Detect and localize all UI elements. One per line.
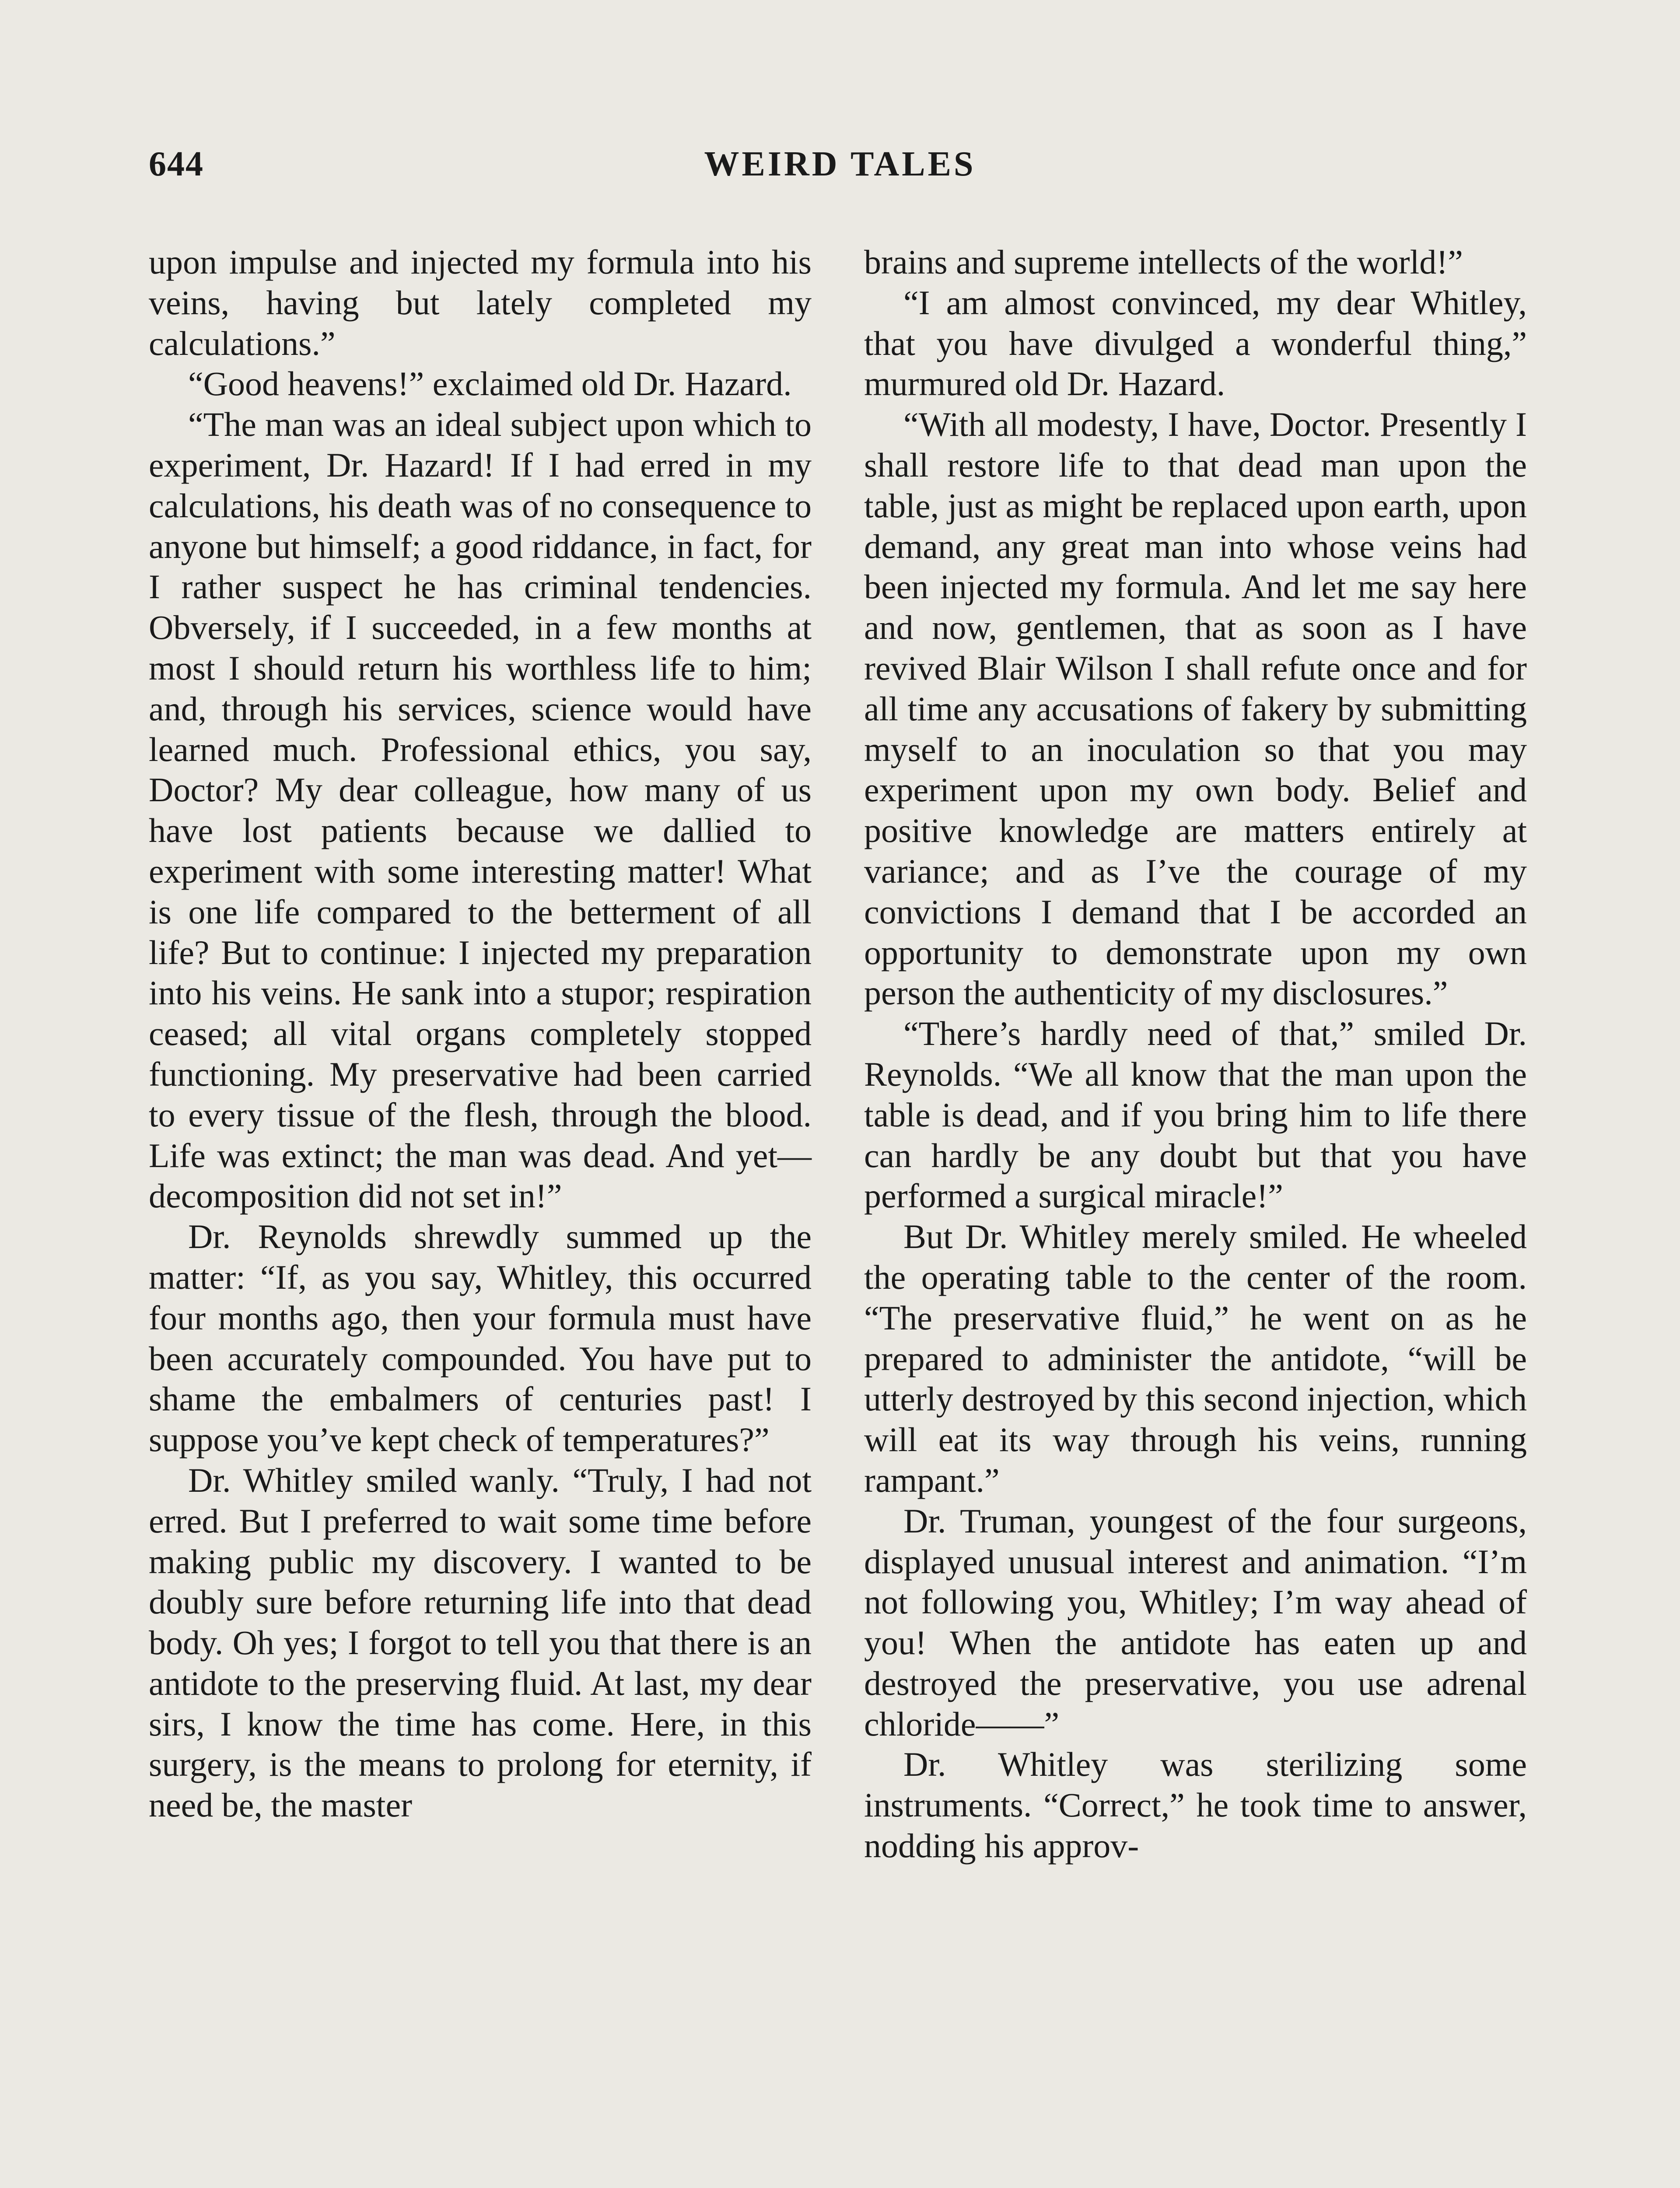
paragraph: Dr. Truman, youngest of the four surgeons, displayed unusual interest and animation. “I’m not following you, Whitley; I’m way ahead of you! When the antidote has eaten up and destroyed the preservative, you use adrenal chloride——” bbox=[864, 1501, 1527, 1743]
paragraph: brains and supreme intellects of the world!” bbox=[864, 243, 1463, 281]
paragraph: “I am almost convinced, my dear Whitley, that you have divulged a wonderful thing,” murmured old Dr. Hazard. bbox=[864, 283, 1527, 403]
right-column bbox=[864, 242, 1527, 1866]
page-number: 644 bbox=[149, 145, 204, 183]
paragraph: “Good heavens!” exclaimed old Dr. Hazard. bbox=[188, 365, 792, 403]
paragraph: Dr. Whitley smiled wanly. “Truly, I had not erred. But I preferred to wait some time before making public my discovery. I wanted to be doubly sure before returning life into that dead body. Oh yes; I forgot to tell you that there is an antidote to the preserving fluid. At last, my dear sirs, I know the time has come. Here, in this surgery, is the means to prolong for eternity, if need be, the master bbox=[149, 1461, 812, 1824]
paragraph: But Dr. Whitley merely smiled. He wheeled the operating table to the center of the room. “The preservative fluid,” he went on as he prepared to administer the antidote, “will be utterly destroyed by this second injection, which will eat its way through his veins, running rampant.” bbox=[864, 1217, 1527, 1499]
paragraph: “The man was an ideal subject upon which to experiment, Dr. Hazard! If I had erred in my calculations, his death was of no consequence to anyone but himself; a good riddance, in fact, for I rather suspect he has criminal tendencies. Obversely, if I succeeded, in a few months at most I should return his worthless life to him; and, through his services, science would have learned much. Professional ethics, you say, Doctor? My dear colleague, how many of us have lost patients because we dallied to experiment with some interesting matter! What is one life compared to the betterment of all life? But to continue: I injected my preparation into his veins. He sank into a stupor; respiration ceased; all vital organs completely stopped functioning. My preservative had been carried to every tissue of the flesh, through the blood. Life was extinct; the man was dead. And yet—decomposition did not set in!” bbox=[149, 405, 812, 1215]
paragraph: Dr. Whitley was sterilizing some instruments. “Correct,” he took time to answer, nodding his approv- bbox=[864, 1745, 1527, 1865]
paragraph: “With all modesty, I have, Doctor. Presently I shall restore life to that dead man upon the table, just as might be replaced upon earth, upon demand, any great man into whose veins had been injected my formula. And let me say here and now, gentlemen, that as soon as I have revived Blair Wilson I shall refute once and for all time any accusations of fakery by submitting myself to an inoculation so that you may experiment upon my own body. Belief and positive knowledge are matters entirely at variance; and as I’ve the courage of my convictions I demand that I be accorded an opportunity to demonstrate upon my own person the authenticity of my disclosures.” bbox=[864, 405, 1527, 1012]
running-title: WEIRD TALES bbox=[704, 145, 976, 183]
paragraph: “There’s hardly need of that,” smiled Dr. Reynolds. “We all know that the man upon the table is dead, and if you bring him to life there can hardly be any doubt but that you have performed a surgical miracle!” bbox=[864, 1014, 1527, 1215]
page-header bbox=[149, 144, 1531, 197]
left-column bbox=[149, 242, 812, 1826]
paragraph: upon impulse and injected my formula into his veins, having but lately completed my calculations.” bbox=[149, 243, 812, 362]
paragraph: Dr. Reynolds shrewdly summed up the matter: “If, as you say, Whitley, this occurred four months ago, then your formula must have been accurately compounded. You have put to shame the embalmers of centuries past! I suppose you’ve kept check of temperatures?” bbox=[149, 1217, 812, 1459]
